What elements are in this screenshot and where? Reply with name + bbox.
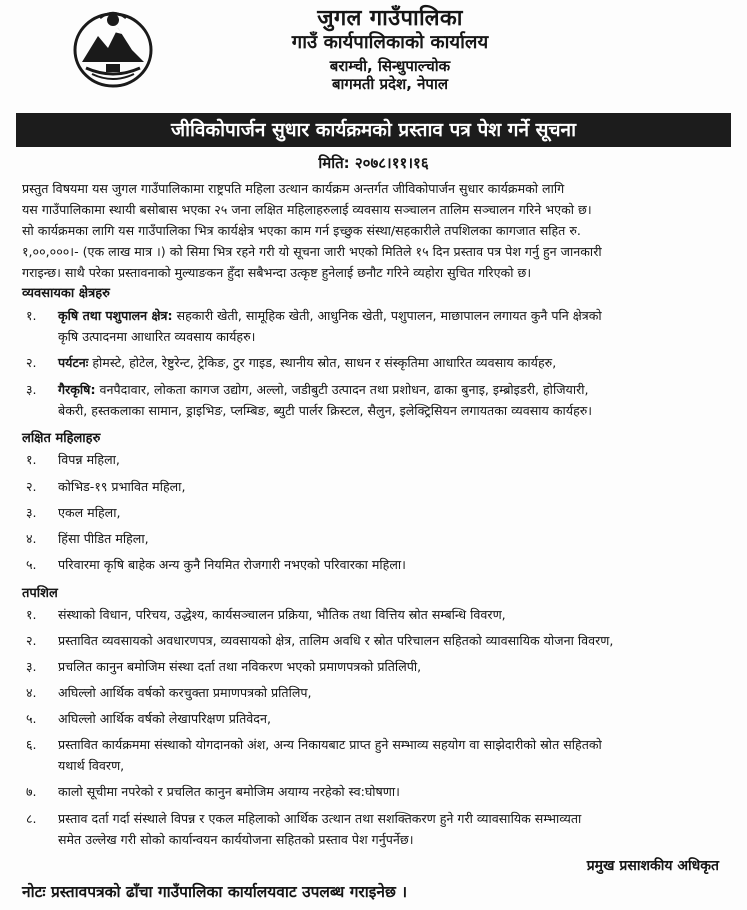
item-text: कोभिड-१९ प्रभावित महिला,	[58, 479, 186, 494]
item-line: सहकारी खेती, सामूहिक खेती, आधुनिक खेती, पशुपालन, माछापालन लगायत कुनै पनि क्षेत्रको	[176, 308, 602, 323]
item-text: प्रस्तावित व्यवसायको अवधारणपत्र, व्यवसायको क्षेत्र, तालिम अवधि र स्रोत परिचालन सहितको व्यावसायिक योजना विवरण,	[58, 633, 614, 648]
sectors-heading: व्यवसायका क्षेत्रहरु	[22, 286, 110, 301]
item-number: १.	[26, 452, 37, 467]
item-number: ७.	[26, 784, 37, 799]
item-number: २.	[26, 479, 37, 494]
intro-line: यस गाउँपालिकामा स्थायी बसोबास भएका २५ जना लक्षित महिलाहरुलाई व्यवसाय सञ्चालन तालिम सञ्चालन गरिने भएको छ।	[22, 202, 592, 217]
item-number: ४.	[26, 531, 37, 546]
item-line: समेत उल्लेख गरी सोको कार्यान्वयन कार्ययोजना सहितको प्रस्ताव पेश गर्नुपर्नेछ।	[58, 832, 414, 847]
item-line: वनपैदावार, लोकता कागज उद्योग, अल्लो, जडीबुटी उत्पादन तथा प्रशोधन, ढाका बुनाइ, इम्ब्रोइडरी, होजियारी,	[99, 382, 589, 397]
item-text: विपन्न महिला,	[58, 452, 120, 467]
office-address: बराम्ची, सिन्धुपाल्चोक	[329, 56, 451, 75]
item-text: हिंसा पीडित महिला,	[58, 531, 149, 546]
item-text: अघिल्लो आर्थिक वर्षको करचुक्ता प्रमाणपत्रको प्रतिलिप,	[58, 685, 312, 700]
item-number: १.	[26, 607, 37, 622]
office-province: बागमती प्रदेश, नेपाल	[331, 74, 449, 93]
intro-line: सो कार्यक्रमका लागि यस गाउँपालिका भित्र कार्यक्षेत्र भएका काम गर्न इच्छुक संस्था/सहकारीले तपशिलका कागजात सहित रु.	[22, 223, 581, 238]
item-number: ४.	[26, 685, 37, 700]
footer-note: नोटः प्रस्तावपत्रको ढाँचा गाउँपालिका कार्यालयवाट उपलब्ध गराइनेछ ।	[22, 883, 408, 901]
signatory: प्रमुख प्रसाशकीय अधिकृत	[586, 858, 719, 874]
item-number: ५.	[26, 557, 37, 572]
intro-line: १,००,०००।- (एक लाख मात्र ।) को सिमा भित्र रहने गरी यो सूचना जारी भएको मितिले १५ दिन प्रस्ताव पत्र पेश गर्नु हुन जानकारी	[22, 244, 602, 259]
item-label: कृषि तथा पशुपालन क्षेत्र:	[58, 308, 173, 323]
item-text	[58, 305, 726, 347]
item-number: ३.	[26, 659, 37, 674]
item-text	[58, 808, 726, 850]
item-text	[58, 379, 726, 421]
notice-date: मिति: २०७८।११।१६	[318, 154, 429, 172]
municipality-name: जुगल गाउँपालिका	[317, 6, 463, 31]
item-number: २.	[26, 633, 37, 648]
government-emblem-icon	[70, 6, 156, 90]
item-line: प्रस्ताव दर्ता गर्दा संस्थाले विपन्न र एकल महिलाको आर्थिक उत्थान तथा सशक्तिकरण हुने गरी व्यावसायिक सम्भाव्यता	[58, 811, 582, 826]
item-line: कृषि उत्पादनमा आधारित व्यवसाय कार्यहरु।	[58, 329, 256, 344]
item-line: प्रस्तावित कार्यक्रममा संस्थाको योगदानको अंश, अन्य निकायबाट प्राप्त हुने सम्भाव्य सहयोग वा साझेदारीको स्रोत सहितको	[58, 737, 602, 752]
item-number: ६.	[26, 737, 37, 752]
item-text: परिवारमा कृषि बाहेक अन्य कुनै नियमित रोजगारी नभएको परिवारका महिला।	[58, 557, 406, 572]
item-text	[58, 734, 726, 776]
notice-title: जीविकोपार्जन सुधार कार्यक्रमको प्रस्ताव पत्र पेश गर्ने सूचना	[16, 113, 731, 147]
item-text: प्रचलित कानुन बमोजिम संस्था दर्ता तथा नविकरण भएको प्रमाणपत्रको प्रतिलिपी,	[58, 659, 422, 674]
item-text: अघिल्लो आर्थिक वर्षको लेखापरिक्षण प्रतिवेदन,	[58, 711, 271, 726]
item-text: एकल महिला,	[58, 505, 121, 520]
intro-paragraph	[22, 178, 728, 283]
item-line: यथार्थ विवरण,	[58, 758, 125, 773]
details-heading: तपशिल	[22, 586, 58, 601]
intro-line: गराइन्छ। साथै परेका प्रस्तावनाको मुल्याङकन हुँदा सबैभन्दा उत्कृष्ट हुनेलाई छनौट गरिने व्यहोरा सुचित गरिएको छ।	[22, 265, 532, 280]
item-number: १.	[26, 308, 37, 323]
item-text	[58, 352, 726, 373]
item-number: ५.	[26, 711, 37, 726]
item-number: २.	[26, 355, 37, 370]
item-number: ८.	[26, 811, 37, 826]
item-line: बेकरी, हस्तकलाका सामान, ड्राइभिङ, प्लम्बिङ, ब्युटी पार्लर क्रिस्टल, सैलुन, इलेक्ट्रिसियन लगायतका व्यवसाय कार्यहरु।	[58, 403, 593, 418]
item-label: गैरकृषि:	[58, 382, 96, 397]
item-text: संस्थाको विधान, परिचय, उद्धेश्य, कार्यसञ्चालन प्रक्रिया, भौतिक तथा वित्तिय स्रोत सम्बन्धि विवरण,	[58, 607, 506, 622]
intro-line: प्रस्तुत विषयमा यस जुगल गाउँपालिकामा राष्ट्रपति महिला उत्थान कार्यक्रम अन्तर्गत जीविकोपार्जन सुधार कार्यक्रमको लागि	[22, 181, 565, 196]
item-number: ३.	[26, 505, 37, 520]
office-header	[180, 6, 600, 93]
target-women-heading: लक्षित महिलाहरु	[22, 431, 101, 446]
item-line: होमस्टे, होटेल, रेष्टुरेन्ट, ट्रेकिङ, टुर गाइड, स्थानीय स्रोत, साधन र संस्कृतिमा आधारित व्यवसाय कार्यहरु,	[92, 355, 557, 370]
item-text: कालो सूचीमा नपरेको र प्रचलित कानुन बमोजिम अयाग्य नरहेको स्व:घोषणा।	[58, 784, 400, 799]
item-number: ३.	[26, 382, 37, 397]
office-name: गाउँ कार्यपालिकाको कार्यालय	[291, 32, 489, 54]
item-label: पर्यटनः	[58, 355, 89, 370]
